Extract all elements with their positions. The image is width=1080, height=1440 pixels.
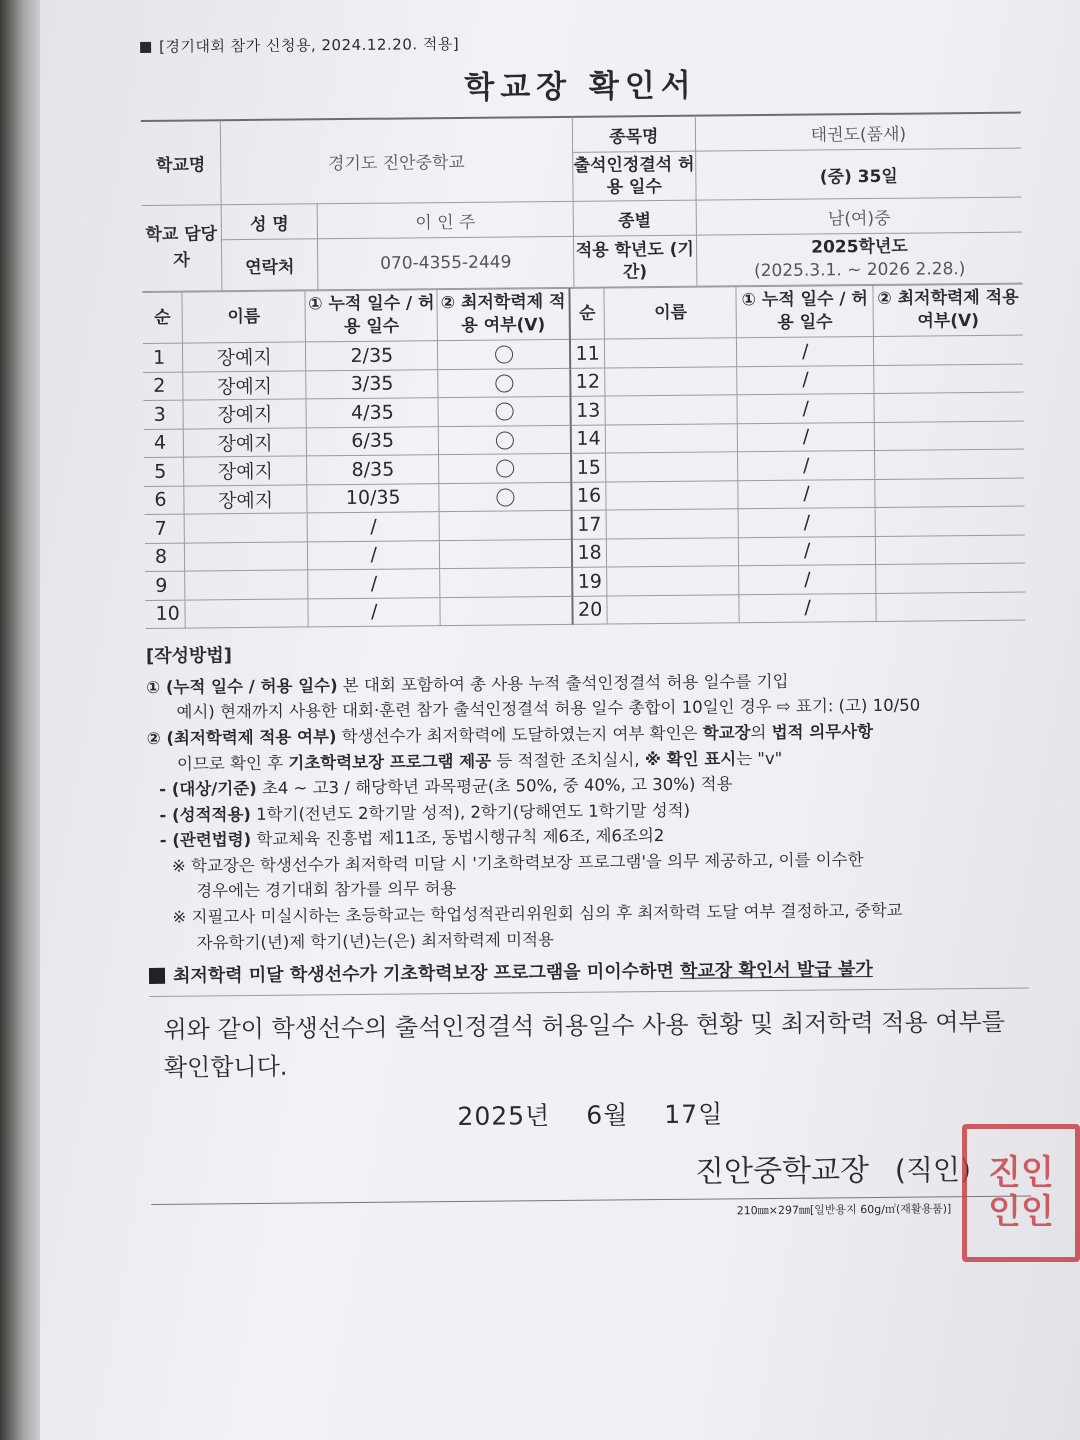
row-number: 6 [144, 486, 184, 515]
guide-note1-b: 경우에는 경기대회 참가를 의무 허용 [196, 879, 457, 901]
student-name: 장예지 [183, 427, 306, 457]
student-name [184, 541, 307, 571]
days-used: / [308, 569, 440, 599]
student-name [185, 570, 308, 600]
col-min-right: ② 최저학력제 적용 여부(V) [873, 284, 1023, 336]
min-achievement-cell [875, 563, 1025, 593]
writing-guide [146, 635, 1029, 957]
student-name: 장예지 [184, 456, 307, 486]
issue-date [150, 1091, 1030, 1135]
days-used: 4/35 [306, 398, 438, 428]
days-used: 2/35 [306, 341, 438, 371]
period-value: (2025.3.1. ~ 2026 2.28.) [753, 259, 966, 282]
guide-sub3-text: 학교체육 진흥법 제11조, 동법시행규칙 제6조, 제6조의2 [251, 826, 665, 850]
row-number: 2 [143, 372, 183, 401]
notice-text: 최저학력 미달 학생선수가 기초학력보장 프로그램을 미이수하면 [172, 960, 681, 987]
col-name-right: 이름 [604, 287, 736, 339]
document [140, 28, 1031, 1224]
min-achievement-cell [874, 364, 1024, 394]
info-table [141, 112, 1023, 292]
days-used: / [308, 540, 440, 570]
min-achievement-cell [438, 339, 570, 369]
date-day: 17일 [664, 1099, 724, 1129]
circle-mark-icon [495, 431, 513, 449]
circle-mark-icon [495, 403, 513, 421]
circle-mark-icon [495, 346, 513, 364]
days-used: / [739, 564, 876, 594]
min-achievement-cell [440, 539, 572, 569]
days-used: 6/35 [307, 426, 439, 456]
row-number: 9 [145, 571, 185, 600]
min-achievement-cell [440, 567, 572, 597]
confirm-text: 위와 같이 학생선수의 출석인정결석 허용일수 사용 현황 및 최저학력 적용 여부를 확인합니다. [163, 1007, 1005, 1083]
allowed-days-label: 출석인정결석 허용 일수 [572, 151, 696, 201]
manager-label: 학교 담당자 [142, 205, 222, 292]
days-used: 3/35 [306, 369, 438, 399]
days-used: / [737, 393, 874, 423]
min-achievement-cell [439, 510, 571, 540]
student-name [606, 423, 738, 453]
col-days-right: ① 누적 일수 / 허용 일수 [736, 285, 873, 337]
student-name [605, 395, 737, 425]
days-used: / [739, 536, 876, 566]
signer-line [151, 1143, 1031, 1195]
guide-note1-a: ※ 학교장은 학생선수가 최저학력 미달 시 '기초학력보장 프로그램'을 의무 제공하고, 이를 이수한 [171, 849, 864, 876]
row-number: 15 [571, 453, 606, 482]
min-achievement-cell [875, 506, 1025, 536]
days-used: 8/35 [307, 455, 439, 485]
student-name [607, 566, 739, 596]
col-min-left: ② 최저학력제 적용 여부(V) [437, 288, 569, 340]
row-number: 10 [145, 600, 185, 629]
date-year: 2025년 [457, 1100, 551, 1131]
student-rows [143, 335, 1026, 628]
guide-item2-bold-b: 법적 의무사항 [771, 722, 874, 742]
student-name: 장예지 [183, 399, 306, 429]
guide-sub1-text: 초4 ~ 고3 / 해당학년 과목평균(초 50%, 중 40%, 고 30%) 적용 [256, 774, 733, 799]
guide-item2-text-b: 의 [750, 722, 772, 743]
student-name: 장예지 [183, 342, 306, 372]
guide-item2-line2-bold: 기초학력보장 프로그램 제공 [288, 751, 492, 773]
guide-sub2-text: 1학기(전년도 2학기말 성적), 2학기(당해연도 1학기말 성적) [250, 800, 691, 824]
guide-item2-line2-a: 이므로 확인 후 [176, 753, 289, 774]
allowed-days-value: (중) 35일 [695, 148, 1021, 200]
student-name [607, 537, 739, 567]
notice-underlined: 학교장 확인서 발급 불가 [679, 959, 873, 982]
row-number: 13 [570, 396, 605, 425]
row-number: 4 [144, 429, 184, 458]
guide-sub2-bold: - (성적적용) [159, 804, 252, 825]
guide-heading: [작성방법] [145, 645, 233, 667]
year-value: 2025학년도 [811, 236, 908, 258]
square-bullet-icon [140, 42, 151, 53]
guide-note2-a: ※ 지필고사 미실시하는 초등학교는 학업성적관리위원회 심의 후 최저학력 도달 여부 결정하고, 중학교 [172, 900, 903, 927]
guide-item2-title: ② (최저학력제 적용 여부) [146, 727, 337, 748]
guide-item1-title: ① (누적 일수 / 허용 일수) [146, 676, 338, 697]
page-fold-shadow [0, 0, 40, 1440]
guide-item2-text-a: 학생선수가 최저학력에 도달하였는지 여부 확인은 [336, 723, 703, 747]
row-number: 11 [570, 339, 605, 368]
student-name: 장예지 [184, 484, 307, 514]
row-number: 16 [571, 482, 606, 511]
signer-name: 진안중학교장 [694, 1152, 870, 1190]
gender-label: 종별 [573, 200, 697, 236]
name-label: 성 명 [221, 204, 318, 240]
student-name [607, 509, 739, 539]
days-used: / [308, 597, 440, 627]
min-achievement-cell [439, 482, 571, 512]
col-name-left: 이름 [182, 291, 306, 343]
min-achievement-cell [438, 368, 570, 398]
notice-line [149, 954, 1029, 997]
row-number: 7 [145, 514, 185, 543]
row-number: 8 [145, 543, 185, 572]
guide-item1-example: 예시) 현재까지 사용한 대회·훈련 참가 출석인정결석 허용 일수 총합이 10일인 경우 ⇨ 표기: (고) 10/50 [176, 695, 921, 723]
min-achievement-cell [874, 449, 1024, 479]
days-used: / [739, 507, 876, 537]
year-cell [696, 232, 1022, 286]
student-name [606, 452, 738, 482]
event-value: 태권도(품새) [695, 113, 1021, 152]
col-days-left: ① 누적 일수 / 허용 일수 [305, 290, 437, 342]
row-number: 14 [571, 425, 606, 454]
seal-label: (직인) [894, 1152, 972, 1187]
school-value: 경기도 진안중학교 [220, 117, 573, 205]
student-name [184, 513, 307, 543]
student-name [605, 366, 737, 396]
min-achievement-cell [439, 453, 571, 483]
date-month: 6월 [586, 1100, 629, 1130]
student-name [605, 338, 737, 368]
col-no-left: 순 [142, 292, 182, 343]
row-number: 1 [143, 343, 183, 372]
days-used: / [737, 336, 874, 366]
contact-label: 연락처 [221, 239, 318, 291]
min-achievement-cell [874, 392, 1024, 422]
contact-value: 070-4355-2449 [318, 236, 574, 289]
student-name [185, 598, 308, 628]
guide-item2-line2-c: 는 "v" [736, 748, 783, 768]
year-label: 적용 학년도 (기간) [573, 235, 697, 287]
days-used: / [739, 593, 876, 623]
days-used: / [737, 365, 874, 395]
guide-sub3-bold: - (관련법령) [159, 830, 252, 851]
school-label: 학교명 [141, 120, 221, 205]
header-note-text: [경기대회 참가 신청용, 2024.12.20. 적용] [159, 34, 460, 56]
guide-item1-text: 본 대회 포함하여 총 사용 누적 출석인정결석 허용 일수를 기입 [337, 671, 789, 696]
row-number: 19 [572, 567, 607, 596]
row-number: 17 [571, 510, 606, 539]
days-used: / [738, 479, 875, 509]
guide-item2-line2-b: 등 적절한 조치실시, [491, 749, 645, 771]
event-label: 종목명 [572, 116, 696, 153]
min-achievement-cell [438, 396, 570, 426]
days-used: / [738, 422, 875, 452]
guide-sub1-bold: - (대상/기준) [159, 779, 257, 799]
page-title: 학교장 확인서 [464, 67, 697, 106]
col-no-right: 순 [569, 288, 605, 339]
student-name: 장예지 [183, 370, 306, 400]
min-achievement-cell [440, 596, 572, 626]
official-seal-stamp: 진인 인인 [962, 1124, 1080, 1262]
circle-mark-icon [496, 488, 514, 506]
gender-value: 남(여)중 [696, 197, 1022, 235]
min-achievement-cell [439, 425, 571, 455]
student-name [607, 594, 739, 624]
guide-item2-line2-mark: ※ 확인 표시 [644, 748, 737, 769]
name-value: 이 인 주 [318, 201, 574, 238]
min-achievement-cell [873, 335, 1023, 365]
paper-spec-footer: 210㎜×297㎜[일반용지 60g/㎡(재활용품)] [151, 1195, 1031, 1223]
row-number: 5 [144, 457, 184, 486]
student-list-table [142, 284, 1025, 629]
min-achievement-cell [875, 478, 1025, 508]
min-achievement-cell [875, 535, 1025, 565]
days-used: / [307, 512, 439, 542]
row-number: 3 [143, 400, 183, 429]
circle-mark-icon [496, 460, 514, 478]
circle-mark-icon [495, 374, 513, 392]
guide-item2-bold-a: 학교장 [702, 723, 751, 743]
guide-note2-b: 자유학기(년)제 학기(년)는(은) 최저학력제 미적용 [196, 929, 554, 953]
days-used: / [738, 450, 875, 480]
row-number: 12 [570, 368, 605, 397]
min-achievement-cell [874, 421, 1024, 451]
student-name [606, 480, 738, 510]
notice-box-icon [149, 968, 165, 984]
row-number: 20 [572, 596, 607, 625]
min-achievement-cell [876, 592, 1026, 622]
days-used: 10/35 [307, 483, 439, 513]
row-number: 18 [572, 539, 607, 568]
